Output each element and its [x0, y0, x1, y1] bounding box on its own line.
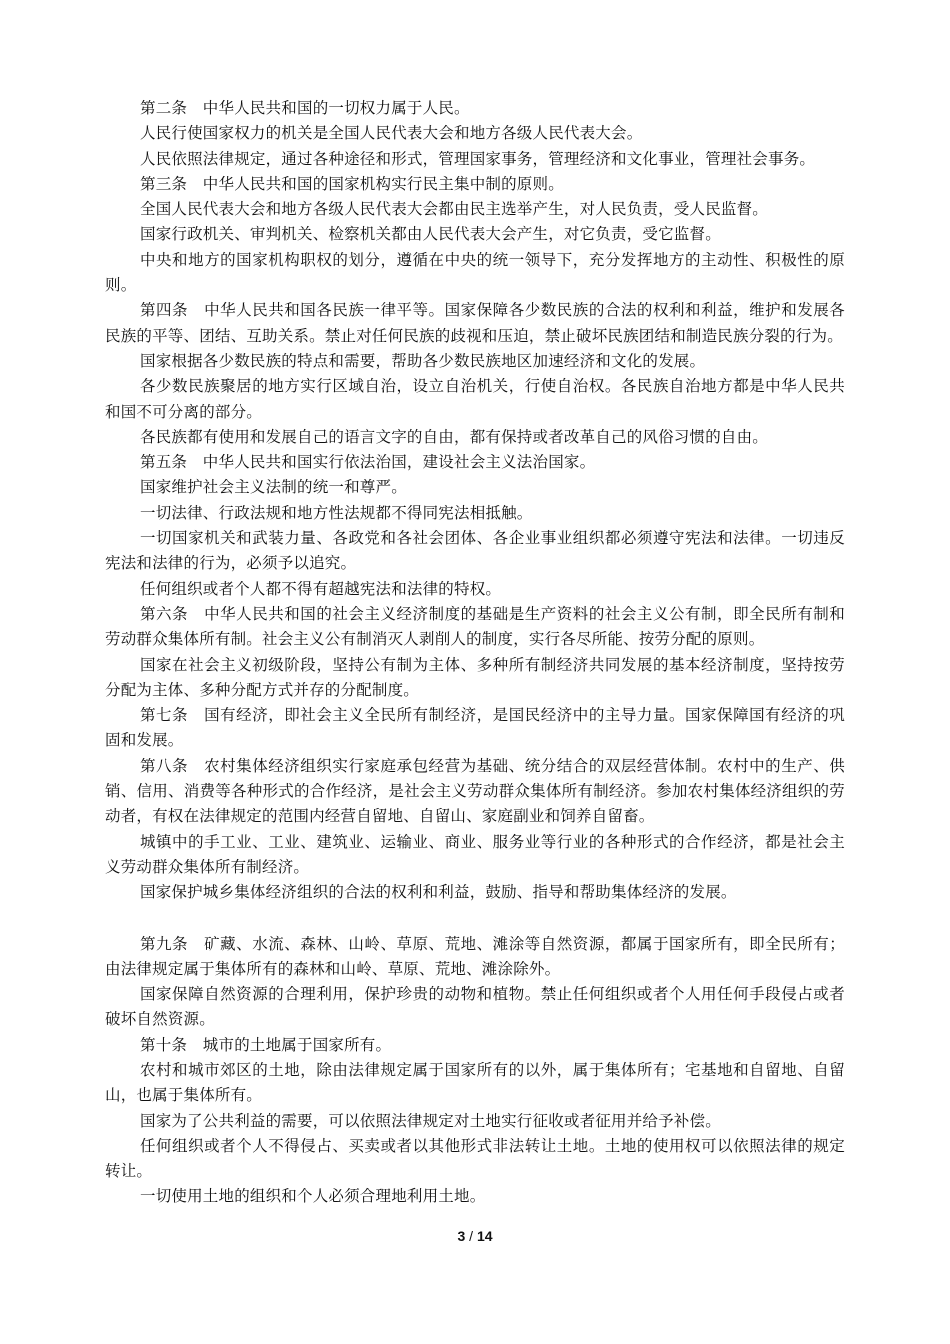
paragraph: 人民行使国家权力的机关是全国人民代表大会和地方各级人民代表大会。: [140, 124, 643, 143]
paragraph: 国家维护社会主义法制的统一和尊严。: [140, 478, 407, 497]
paragraph: 国家根据各少数民族的特点和需要，帮助各少数民族地区加速经济和文化的发展。: [140, 351, 706, 370]
paragraph: 任何组织或者个人都不得有超越宪法和法律的特权。: [140, 579, 502, 598]
paragraph: 各民族都有使用和发展自己的语言文字的自由，都有保持或者改革自己的风俗习惯的自由。: [140, 427, 769, 446]
paragraph: 第五条 中华人民共和国实行依法治国，建设社会主义法治国家。: [140, 453, 596, 472]
paragraph: 第八条 农村集体经济组织实行家庭承包经营为基础、统分结合的双层经营体制。农村中的生产、供销、信用、消费等各种形式的合作经济，是社会主义劳动群众集体所有制经济。参加农村集体经济组织的劳动者，有权在法律规定的范围内经营自留地、自留山、家庭副业和饲养自留畜。: [105, 756, 845, 826]
paragraph: 第二条 中华人民共和国的一切权力属于人民。: [140, 99, 470, 117]
paragraph: 城镇中的手工业、工业、建筑业、运输业、商业、服务业等行业的各种形式的合作经济，都是社会主义劳动群众集体所有制经济。: [105, 832, 845, 876]
paragraph-gap: [105, 906, 845, 932]
paragraph: 国家为了公共利益的需要，可以依照法律规定对土地实行征收或者征用并给予补偿。: [140, 1111, 721, 1130]
paragraph: 第六条 中华人民共和国的社会主义经济制度的基础是生产资料的社会主义公有制，即全民所有制和劳动群众集体所有制。社会主义公有制消灭人剥削人的制度，实行各尽所能、按劳分配的原则。: [105, 604, 845, 649]
paragraph: 国家在社会主义初级阶段，坚持公有制为主体、多种所有制经济共同发展的基本经济制度，坚持按劳分配为主体、多种分配方式并存的分配制度。: [105, 655, 845, 699]
paragraph: 第七条 国有经济，即社会主义全民所有制经济，是国民经济中的主导力量。国家保障国有经济的巩固和发展。: [105, 706, 845, 750]
paragraph: 一切法律、行政法规和地方性法规都不得同宪法相抵触。: [140, 503, 533, 522]
paragraph: 一切国家机关和武装力量、各政党和各社会团体、各企业事业组织都必须遵守宪法和法律。一切违反宪法和法律的行为，必须予以追究。: [105, 529, 845, 573]
paragraph: 第三条 中华人民共和国的国家机构实行民主集中制的原则。: [140, 174, 564, 193]
paragraph: 中央和地方的国家机构职权的划分，遵循在中央的统一领导下，充分发挥地方的主动性、积极性的原则。: [105, 250, 845, 295]
paragraph: 一切使用土地的组织和个人必须合理地利用土地。: [140, 1187, 486, 1206]
paragraph: 国家保护城乡集体经济组织的合法的权利和利益，鼓励、指导和帮助集体经济的发展。: [140, 883, 737, 902]
paragraph: 各少数民族聚居的地方实行区域自治，设立自治机关，行使自治权。各民族自治地方都是中华人民共和国不可分离的部分。: [105, 377, 845, 421]
paragraph: 第十条 城市的土地属于国家所有。: [140, 1035, 392, 1054]
paragraph: 第四条 中华人民共和国各民族一律平等。国家保障各少数民族的合法的权利和利益，维护和发展各民族的平等、团结、互助关系。禁止对任何民族的歧视和压迫，禁止破坏民族团结和制造民族分裂的行为。: [105, 301, 845, 345]
paragraph: 全国人民代表大会和地方各级人民代表大会都由民主选举产生，对人民负责，受人民监督。: [140, 200, 769, 219]
current-page-number: 3: [457, 1228, 466, 1244]
total-page-count: 14: [476, 1228, 493, 1244]
paragraph: 国家行政机关、审判机关、检察机关都由人民代表大会产生，对它负责，受它监督。: [140, 225, 721, 244]
document-body: [105, 96, 845, 1210]
paragraph: 第九条 矿藏、水流、森林、山岭、草原、荒地、滩涂等自然资源，都属于国家所有，即全民所有；由法律规定属于集体所有的森林和山岭、草原、荒地、滩涂除外。: [105, 934, 845, 978]
paragraph: 农村和城市郊区的土地，除由法律规定属于国家所有的以外，属于集体所有；宅基地和自留地、自留山，也属于集体所有。: [105, 1060, 845, 1105]
paragraph: 任何组织或者个人不得侵占、买卖或者以其他形式非法转让土地。土地的使用权可以依照法律的规定转让。: [105, 1136, 845, 1181]
page-separator: /: [469, 1228, 474, 1244]
page-number-footer: [0, 1228, 950, 1244]
paragraph: 国家保障自然资源的合理利用，保护珍贵的动物和植物。禁止任何组织或者个人用任何手段侵占或者破坏自然资源。: [105, 985, 845, 1029]
paragraph: 人民依照法律规定，通过各种途径和形式，管理国家事务，管理经济和文化事业，管理社会事务。: [140, 149, 816, 168]
